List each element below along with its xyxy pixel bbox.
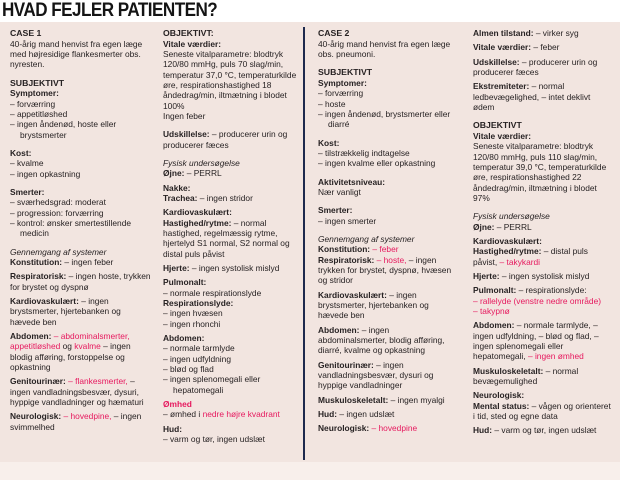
text-block	[318, 39, 459, 60]
text-block	[10, 109, 151, 119]
text-block	[10, 119, 151, 140]
text-segment: Øjne:	[163, 168, 185, 179]
text-segment: – takypnø	[473, 305, 510, 316]
text-segment: – ingen abdominalsmerter, blodig afføring, diarré, kvalme og opkastning	[318, 324, 445, 356]
text-segment: Kost:	[318, 137, 340, 148]
case-divider-line	[303, 27, 305, 460]
text-segment: Smerter:	[10, 187, 45, 198]
text-segment: – flankesmerter,	[65, 376, 128, 387]
text-block	[10, 331, 151, 372]
text-segment: Nakke:	[163, 182, 191, 193]
text-block	[10, 296, 151, 327]
text-segment: Ømhed	[163, 398, 192, 409]
text-segment: Seneste vitalparametre: blodtryk 120/80 mmHg, puls 110 slag/min, temperatur 39,0 °C, temperaturkilde øre, respirationshastighed 22 åndedrag/min, iltmætning i blodet 97%	[473, 141, 607, 203]
text-segment: – takykardi	[499, 256, 541, 267]
text-segment: Gennemgang af systemer	[318, 234, 415, 244]
text-block	[473, 28, 613, 38]
text-segment: Abdomen:	[163, 332, 205, 343]
text-block	[318, 409, 459, 419]
text-segment: – sværhedsgrad: moderat	[10, 197, 106, 208]
text-segment: Udskillelse:	[163, 129, 210, 140]
text-block	[473, 211, 613, 221]
text-segment: Seneste vitalparametre: blodtryk 120/80 mmHg, puls 70 slag/min, temperatur 37,0 °C, temperaturkilde øre, respirationshastighed 18 åndedrag/min, iltmætning i blodet 100%	[163, 49, 297, 111]
text-block	[163, 28, 300, 39]
text-block	[10, 99, 151, 109]
text-block	[163, 288, 300, 298]
text-block	[10, 78, 151, 89]
text-segment: Respirationslyde:	[163, 297, 234, 308]
text-block	[473, 306, 613, 316]
text-segment: Abdomen:	[10, 330, 52, 341]
text-segment: Mental status:	[473, 400, 530, 411]
text-block	[10, 28, 151, 39]
text-block	[163, 399, 300, 409]
text-block	[318, 205, 459, 215]
text-segment: – hovedpine	[369, 423, 418, 434]
text-segment: – normal hastighed, regelmæssig rytme, hjertelyd S1 normal, S2 normal og distal puls påvist	[163, 217, 290, 259]
text-segment: Symptomer:	[10, 88, 59, 99]
text-segment: SUBJEKTIVT	[318, 67, 373, 78]
text-segment: Vitale værdier:	[473, 131, 532, 141]
text-block	[163, 158, 300, 168]
text-segment: og	[60, 341, 75, 352]
case2-subjective-column	[318, 28, 459, 434]
text-segment: Kardiovaskulært:	[10, 295, 79, 306]
text-segment: – forværring	[318, 88, 364, 99]
text-segment: – vågen og orienteret i tid, sted og egne data	[473, 400, 611, 421]
text-block	[163, 183, 300, 193]
text-segment: Respiratorisk:	[318, 254, 375, 265]
text-block	[473, 320, 613, 361]
text-block	[318, 255, 459, 286]
text-block	[10, 197, 151, 207]
text-block	[10, 376, 151, 407]
text-segment: – ingen opkastning	[10, 168, 81, 179]
text-block	[10, 257, 151, 267]
text-segment: – normale tarmlyde	[163, 343, 235, 354]
text-segment: Neurologisk:	[318, 423, 370, 434]
text-block	[473, 366, 613, 387]
text-block	[318, 67, 459, 78]
text-block	[10, 271, 151, 292]
text-segment: CASE 2	[318, 28, 350, 38]
text-segment: Ekstremiteter:	[473, 81, 530, 92]
text-block	[163, 374, 300, 395]
text-block	[473, 246, 613, 267]
text-segment: Aktivitetsniveau:	[318, 176, 386, 187]
text-block	[10, 158, 151, 168]
text-block	[163, 298, 300, 308]
text-block	[473, 296, 613, 306]
text-block	[318, 187, 459, 197]
text-block	[10, 218, 151, 239]
text-segment: Genitourinær:	[318, 359, 374, 370]
text-block	[10, 411, 151, 432]
text-segment: Abdomen:	[473, 320, 515, 331]
text-segment: – ingen hoste, trykken for brystet og dyspnø	[10, 271, 151, 292]
text-segment: – ingen brystsmerter, hjertebanken og hævede ben	[10, 295, 121, 327]
text-segment: Almen tilstand:	[473, 28, 534, 38]
text-block	[318, 290, 459, 321]
text-segment: Fysisk undersøgelse	[163, 157, 240, 168]
text-segment: – progression: forværring	[10, 207, 104, 218]
text-segment: Neurologisk:	[10, 411, 62, 422]
text-segment: Konstitution:	[318, 244, 371, 255]
text-segment: – forværring	[10, 98, 56, 109]
text-segment: – varm og tør, ingen udslæt	[492, 425, 597, 436]
text-segment: Hud:	[163, 423, 183, 434]
text-block	[163, 39, 300, 49]
text-segment: 40-årig mand henvist fra egen læge obs. pneumoni.	[318, 38, 451, 60]
text-block	[318, 177, 459, 187]
text-segment: Respiratorisk:	[10, 271, 67, 282]
text-block	[318, 325, 459, 356]
text-segment: – feber	[531, 42, 560, 53]
text-block	[10, 39, 151, 70]
text-segment: – ingen udslæt	[337, 408, 395, 419]
text-block	[318, 138, 459, 148]
text-segment: OBJEKTIVT	[473, 120, 522, 131]
text-block	[473, 81, 613, 112]
text-block	[318, 244, 459, 254]
case2-objective-column	[473, 28, 613, 436]
text-block	[163, 111, 300, 121]
text-segment: – appetitløshed	[10, 109, 68, 120]
text-segment: Pulmonalt:	[473, 285, 517, 296]
text-segment: – normale respirationslyde	[163, 287, 262, 298]
text-block	[163, 207, 300, 217]
text-segment: – hoste	[318, 98, 346, 109]
text-block	[163, 277, 300, 287]
text-segment: Fysisk undersøgelse	[473, 211, 550, 222]
text-block	[473, 42, 613, 52]
text-segment: nedre højre kvadrant	[202, 409, 280, 420]
text-segment: – ingen vandladningsbesvær, dysuri og hyppige vandladninger	[318, 359, 434, 391]
text-block	[318, 109, 459, 130]
text-segment: CASE 1	[10, 28, 42, 38]
text-segment: Øjne:	[473, 221, 495, 232]
text-segment: – kontrol: ønsker smertestillende medicin	[10, 218, 132, 239]
text-block	[318, 360, 459, 391]
text-block	[163, 319, 300, 329]
text-segment: Gennemgang af systemer	[10, 246, 107, 257]
text-segment: – producerer urin og producerer fæces	[473, 56, 598, 77]
text-block	[318, 216, 459, 226]
text-segment: Nær vanligt	[318, 187, 361, 198]
text-block	[318, 88, 459, 98]
text-segment: – ingen systolisk mislyd	[499, 270, 590, 281]
text-block	[318, 99, 459, 109]
text-block	[10, 208, 151, 218]
text-segment: – ingen svimmelhed	[10, 411, 142, 432]
text-segment: Hastighed/rytme:	[473, 246, 542, 257]
text-block	[163, 409, 300, 419]
text-block	[473, 236, 613, 246]
case1-subjective-column	[10, 28, 151, 432]
text-segment: – rallelyde (venstre nedre område)	[473, 295, 602, 306]
text-segment: Neurologisk:	[473, 390, 525, 401]
text-block	[318, 28, 459, 39]
page-title: HVAD FEJLER PATIENTEN?	[2, 0, 218, 21]
text-segment: – producerer urin og producerer fæces	[163, 129, 288, 150]
text-block	[163, 333, 300, 343]
text-segment: Hjerte:	[163, 262, 190, 273]
text-segment: – ingen smerter	[318, 215, 377, 226]
text-block	[10, 247, 151, 257]
text-segment: Hud:	[473, 425, 493, 436]
text-segment: – distal puls påvist,	[473, 246, 588, 267]
text-block	[163, 193, 300, 203]
text-segment: Udskillelse:	[473, 56, 520, 67]
text-block	[473, 401, 613, 422]
text-segment: – abdominalsmerter, appetitløshed	[10, 330, 130, 352]
text-segment: OBJEKTIVT:	[163, 28, 214, 38]
text-segment: Hjerte:	[473, 270, 500, 281]
text-segment: Kardiovaskulært:	[163, 207, 232, 218]
text-segment: – ingen åndenød, hoste eller brystsmerter	[10, 119, 117, 140]
text-segment: Muskuloskeletalt:	[318, 394, 389, 405]
text-segment: – ingen vandladningsbesvær, dysuri, hyppige vandladninger og hæmaturi	[10, 376, 144, 407]
text-segment: – hovedpine,	[61, 411, 112, 422]
text-segment: – hoste,	[374, 254, 407, 265]
text-block	[163, 354, 300, 364]
text-segment: – ingen splenomegali eller hepatomegali	[163, 374, 261, 395]
text-segment: – ingen stridor	[197, 192, 253, 203]
text-block	[473, 425, 613, 435]
text-block	[163, 424, 300, 434]
text-segment: – ingen kvalme eller opkastning	[318, 158, 436, 169]
text-block	[10, 187, 151, 197]
case1-objective-column	[163, 28, 300, 444]
text-segment: – ingen udfyldning	[163, 353, 231, 364]
text-segment: – ømhed i	[163, 409, 203, 420]
text-segment: Kardiovaskulært:	[473, 235, 542, 246]
text-segment: – kvalme	[10, 158, 44, 169]
text-block	[163, 263, 300, 273]
text-block	[473, 141, 613, 203]
text-segment: – normal ledbevægelighed, – intet deklivt ødem	[473, 81, 591, 112]
text-block	[163, 129, 300, 150]
content-panel-footer	[0, 462, 620, 480]
text-segment: – normal bevægemulighed	[473, 365, 579, 386]
text-segment: – ingen brystsmerter, hjertebanken og hævede ben	[318, 289, 429, 321]
text-segment: – PERRL	[184, 168, 222, 179]
text-block	[318, 158, 459, 168]
text-block	[163, 218, 300, 259]
text-segment: Kost:	[10, 148, 32, 159]
text-block	[10, 169, 151, 179]
text-segment: Vitale værdier:	[163, 38, 222, 49]
text-segment: – ingen myalgi	[388, 394, 445, 405]
text-segment: – ingen åndenød, brystsmerter eller diarré	[318, 109, 451, 130]
text-segment: – ingen blodig afføring, forstoppelse og opkastning	[10, 341, 131, 372]
text-segment: – ingen rhonchi	[163, 318, 221, 329]
text-segment: – PERRL	[494, 221, 532, 232]
text-segment: Pulmonalt:	[163, 277, 207, 288]
text-block	[163, 49, 300, 111]
text-segment: – tilstrækkelig indtagelse	[318, 148, 410, 159]
text-segment: Smerter:	[318, 205, 353, 216]
text-segment: Ingen feber	[163, 111, 206, 121]
text-block	[318, 423, 459, 433]
text-segment: – ingen hvæsen	[163, 308, 223, 319]
text-segment: Trachea:	[163, 192, 198, 203]
text-block	[473, 222, 613, 232]
text-block	[473, 120, 613, 131]
text-block	[163, 308, 300, 318]
text-segment: – virker syg	[533, 28, 579, 38]
text-segment: Symptomer:	[318, 78, 367, 89]
text-block	[318, 78, 459, 88]
text-segment: – respirationslyde:	[516, 285, 587, 296]
text-block	[163, 168, 300, 178]
text-segment: – ingen feber	[62, 256, 114, 267]
text-segment: kvalme	[74, 341, 101, 352]
text-segment: – blød og flad	[163, 363, 214, 374]
text-block	[10, 148, 151, 158]
text-block	[318, 148, 459, 158]
text-segment: – ingen trykken for brystet, dyspnø, hvæsen og stridor	[318, 254, 452, 286]
text-segment: Vitale værdier:	[473, 42, 532, 53]
text-segment: 40-årig mand henvist fra egen læge med højresidige flankesmerter obs. nyresten.	[10, 38, 143, 70]
text-segment: – feber	[370, 244, 399, 255]
text-block	[473, 285, 613, 295]
text-segment: Hastighed/rytme:	[163, 217, 232, 228]
text-segment: Abdomen:	[318, 324, 360, 335]
text-segment: Hud:	[318, 408, 338, 419]
text-segment: – ingen ømhed	[527, 351, 584, 362]
text-block	[473, 57, 613, 78]
text-block	[163, 364, 300, 374]
text-block	[10, 88, 151, 98]
text-block	[318, 395, 459, 405]
text-block	[163, 434, 300, 444]
text-segment: Kardiovaskulært:	[318, 289, 387, 300]
text-segment: – varm og tør, ingen udslæt	[163, 433, 265, 444]
text-segment: – normale tarmlyde, – ingen udfyldning, – blød og flad, – ingen splenomegali eller hepatomegali,	[473, 320, 599, 362]
text-block	[163, 343, 300, 353]
text-segment: Konstitution:	[10, 256, 63, 267]
text-segment: – ingen systolisk mislyd	[189, 262, 280, 273]
text-segment: Genitourinær:	[10, 376, 66, 387]
text-segment: Muskuloskeletalt:	[473, 365, 544, 376]
text-block	[318, 234, 459, 244]
text-block	[473, 390, 613, 400]
text-block	[473, 131, 613, 141]
text-segment: SUBJEKTIVT	[10, 77, 65, 88]
text-block	[473, 271, 613, 281]
